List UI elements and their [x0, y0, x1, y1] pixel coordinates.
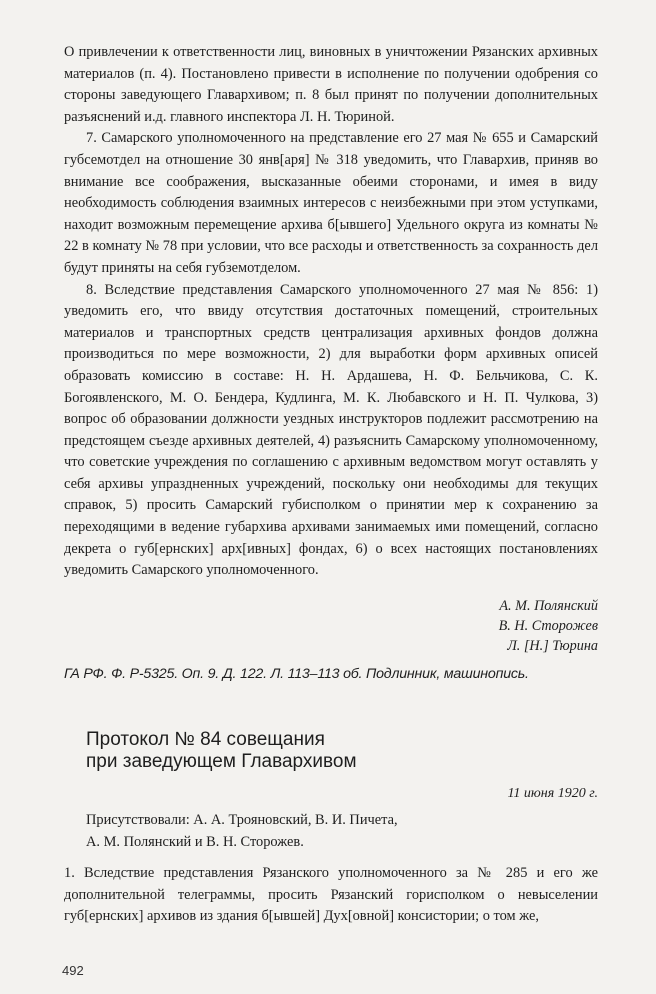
- protocol-heading: [86, 729, 357, 773]
- protocol-heading-line: при заведующем Главархивом: [86, 751, 357, 772]
- paragraph-item-8: 8. Вследствие представления Самарского уполномоченного 27 мая № 856: 1) уведомить его, что ввиду отсутствия достаточных помещений, строительных материалов и транспортных средств централизация архивных фондов должна производиться по мере возможности, 2) для выработки форм архивных описей образовать комиссию в составе: Н. Н. Ардашева, Н. Ф. Бельчикова, С. К. Богоявленского, М. О. Бендера, Кудлинга, М. К. Любавского и Н. П. Чулкова, 3) вопрос об образовании должности уездных инструкторов подлежит рассмотрению на предстоящем съезде архивных деятелей, 4) разъяснить Самарскому уполномоченному, что советские учреждения по соглашению с архивным ведомством могут оставлять у себя архивы упраздненных учреждений, поскольку они необходимы для текущих справок, 5) просить Самарский губисполком о принятии мер к сохранению за переходящими в ведение губархива архивами занимаемых ими помещений, согласно декрета о губ[ернских] арх[ивных] фондах, 6) о всех настоящих постановлениях уведомить Самарского уполномоченного.: [64, 281, 598, 579]
- archive-source-citation: ГА РФ. Ф. Р-5325. Оп. 9. Д. 122. Л. 113–113 об. Подлинник, машинопись.: [64, 666, 529, 682]
- signature-line: А. М. Полянский: [499, 598, 598, 614]
- protocol-heading-line: Протокол № 84 совещания: [86, 729, 325, 750]
- signature-line: Л. [Н.] Тюрина: [507, 638, 598, 654]
- main-text-block: [64, 42, 598, 582]
- page-number: 492: [62, 963, 84, 978]
- attendees-list: [86, 810, 586, 853]
- protocol-item-1: 1. Вследствие представления Рязанского уполномоченного за № 285 и его же дополнительной телеграммы, просить Рязанский горисполком о невыселении губ[ернских] архивов из здания б[ывшей] Дух[овной] консистории; о том же,: [64, 865, 598, 925]
- paragraph-item-7: 7. Самарского уполномоченного на представление его 27 мая № 655 и Самарский губсемотдел на отношение 30 янв[аря] № 318 уведомить, что Главархив, приняв во внимание все соображения, высказанные обеими сторонами, и имея в виду необходимость соблюдения взаимных интересов с неизбежными при этом уступками, находит возможным перемещение архива б[ывшего] Удельного округа из комнаты № 22 в комнату № 78 при условии, что все расходы и ответственность за сохранность дел будут приняты на себя губземотделом.: [64, 130, 598, 276]
- attendees-line: А. М. Полянский и В. Н. Сторожев.: [86, 833, 304, 850]
- signature-line: В. Н. Сторожев: [498, 618, 598, 634]
- paragraph-continuation: О привлечении к ответственности лиц, виновных в уничтожении Рязанских архивных материалов (п. 4). Постановлено привести в исполнение по получении одобрения со стороны заведующего Главархивом; п. 8 был принят по получении дополнительных разъяснений и.д. главного инспектора Л. Н. Тюриной.: [64, 44, 598, 125]
- signature-block: [499, 596, 598, 656]
- protocol-date: 11 июня 1920 г.: [507, 786, 598, 801]
- attendees-line: Присутствовали: А. А. Трояновский, В. И. Пичета,: [86, 812, 398, 828]
